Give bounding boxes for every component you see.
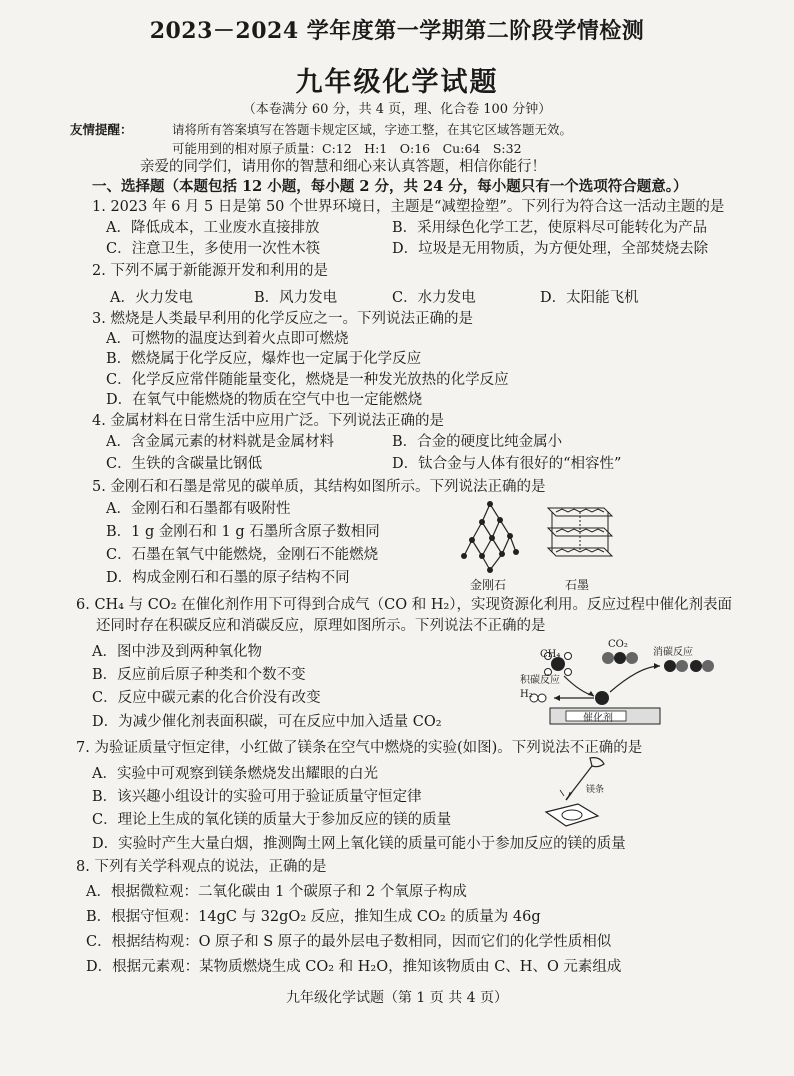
- question-5-option-c: C．石墨在氧气中能燃烧，金刚石不能燃烧: [106, 547, 379, 563]
- question-4-option-d: D．钛合金与人体有很好的“相容性”: [392, 456, 622, 472]
- carbon-removal-label: 消碳反应: [653, 647, 693, 658]
- question-8-option-a: A．根据微粒观：二氧化碳由 1 个碳原子和 2 个氧原子构成: [86, 884, 467, 900]
- question-2-option-b: B．风力发电: [254, 290, 338, 306]
- question-2-stem: 2. 下列不属于新能源开发和利用的是: [92, 263, 328, 279]
- question-8-stem: 8. 下列有关学科观点的说法，正确的是: [76, 859, 327, 875]
- question-7-stem: 7. 为验证质量守恒定律，小红做了镁条在空气中燃烧的实验(如图)。下列说法不正确的是: [76, 740, 643, 756]
- exam-subject-title: 九年级化学试题: [295, 67, 499, 98]
- exam-note: （本卷满分 60 分，共 4 页，理、化合卷 100 分钟）: [242, 102, 552, 117]
- tips-line-2: 可能用到的相对原子质量：C:12 H:1 O:16 Cu:64 S:32: [172, 141, 522, 156]
- question-7-option-a: A．实验中可观察到镁条燃烧发出耀眼的白光: [92, 766, 378, 782]
- tips-label: 友情提醒：: [70, 122, 133, 137]
- question-2-option-a: A．火力发电: [110, 290, 193, 306]
- greeting: 亲爱的同学们，请用你的智慧和细心来认真答题，相信你能行！: [140, 159, 546, 175]
- question-3-option-a: A．可燃物的温度达到着火点即可燃烧: [106, 331, 349, 347]
- question-4-option-a: A．含金属元素的材料就是金属材料: [106, 434, 334, 450]
- catalyst-label: 催化剂: [583, 713, 613, 724]
- question-1-option-d: D．垃圾是无用物质，为方便处理，全部焚烧去除: [392, 241, 709, 257]
- question-3-option-d: D．在氧气中能燃烧的物质在空气中也一定能燃烧: [106, 392, 423, 408]
- question-1-stem: 1. 2023 年 6 月 5 日是第 50 个世界环境日，主题是“减塑捡塑”。下列行为符合这一活动主题的是: [92, 199, 725, 215]
- question-1-option-c: C．注意卫生，多使用一次性木筷: [106, 241, 321, 257]
- question-6-option-c: C．反应中碳元素的化合价没有改变: [92, 690, 321, 706]
- question-8-option-d: D．根据元素观：某物质燃烧生成 CO₂ 和 H₂O，推知该物质由 C、H、O 元素组成: [86, 959, 622, 975]
- question-5-stem: 5. 金刚石和石墨是常见的碳单质，其结构如图所示。下列说法正确的是: [92, 479, 546, 495]
- ch4-label: CH₄: [540, 649, 561, 660]
- magnesium-label: 镁条: [586, 785, 605, 795]
- exam-header-title: 2023－2024 学年度第一学期第二阶段学情检测: [149, 18, 645, 44]
- question-1-option-a: A．降低成本，工业废水直接排放: [106, 220, 320, 236]
- question-3-option-c: C．化学反应常伴随能量变化，燃烧是一种发光放热的化学反应: [106, 372, 509, 388]
- carbon-deposition-label: 积碳反应: [520, 675, 560, 686]
- question-5-option-d: D．构成金刚石和石墨的原子结构不同: [106, 570, 350, 586]
- question-1-option-b: B．采用绿色化学工艺，使原料尽可能转化为产品: [392, 220, 708, 236]
- question-7-option-d: D．实验时产生大量白烟，推测陶土网上氧化镁的质量可能小于参加反应的镁的质量: [92, 836, 626, 852]
- tongs-hand: [590, 758, 604, 767]
- section-heading: 一、选择题（本题包括 12 小题，每小题 2 分，共 24 分，每小题只有一个选项符合题意。）: [92, 178, 688, 195]
- question-3-option-b: B．燃烧属于化学反应，爆炸也一定属于化学反应: [106, 351, 422, 367]
- page-footer: 九年级化学试题（第 1 页 共 4 页）: [285, 990, 509, 1006]
- question-6-option-a: A．图中涉及到两种氧化物: [92, 644, 262, 660]
- question-6-stem-cont: 还同时存在积碳反应和消碳反应，原理如图所示。下列说法不正确的是: [96, 618, 546, 634]
- question-6-option-d: D．为减少催化剂表面积碳，可在反应中加入适量 CO₂: [92, 714, 442, 730]
- tips-line-1: 请将所有答案填写在答题卡规定区域，字迹工整，在其它区域答题无效。: [172, 122, 573, 137]
- question-4-option-c: C．生铁的含碳量比钢低: [106, 456, 263, 472]
- clay-gauze: [546, 804, 598, 826]
- question-5-option-b: B．1 g 金刚石和 1 g 石墨所含原子数相同: [106, 524, 380, 540]
- question-7-option-b: B．该兴趣小组设计的实验可用于验证质量守恒定律: [92, 789, 422, 805]
- diamond-label: 金刚石: [470, 578, 507, 592]
- question-2-option-d: D．太阳能飞机: [540, 290, 639, 306]
- question-5-option-a: A．金刚石和石墨都有吸附性: [106, 501, 291, 517]
- graphite-structure: [548, 508, 612, 556]
- question-8-option-c: C．根据结构观：O 原子和 S 原子的最外层电子数相同，因而它们的化学性质相似: [86, 934, 612, 950]
- h2-label: H₂: [520, 689, 533, 700]
- question-2-option-c: C．水力发电: [392, 290, 476, 306]
- question-6-stem: 6. CH₄ 与 CO₂ 在催化剂作用下可得到合成气（CO 和 H₂），实现资源化利用。反应过程中催化剂表面: [76, 597, 733, 613]
- question-7-option-c: C．理论上生成的氧化镁的质量大于参加反应的镁的质量: [92, 812, 452, 828]
- question-4-stem: 4. 金属材料在日常生活中应用广泛。下列说法正确的是: [92, 413, 444, 429]
- graphite-label: 石墨: [565, 578, 590, 592]
- question-8-option-b: B．根据守恒观：14gC 与 32gO₂ 反应，推知生成 CO₂ 的质量为 46g: [86, 909, 541, 925]
- co2-label: CO₂: [608, 639, 628, 650]
- magnesium-burning-figure: [538, 752, 618, 832]
- carbon-deposit-atom: [595, 691, 609, 705]
- question-6-option-b: B．反应前后原子种类和个数不变: [92, 667, 306, 683]
- question-4-option-b: B．合金的硬度比纯金属小: [392, 434, 563, 450]
- question-3-stem: 3. 燃烧是人类最早利用的化学反应之一。下列说法正确的是: [92, 311, 473, 327]
